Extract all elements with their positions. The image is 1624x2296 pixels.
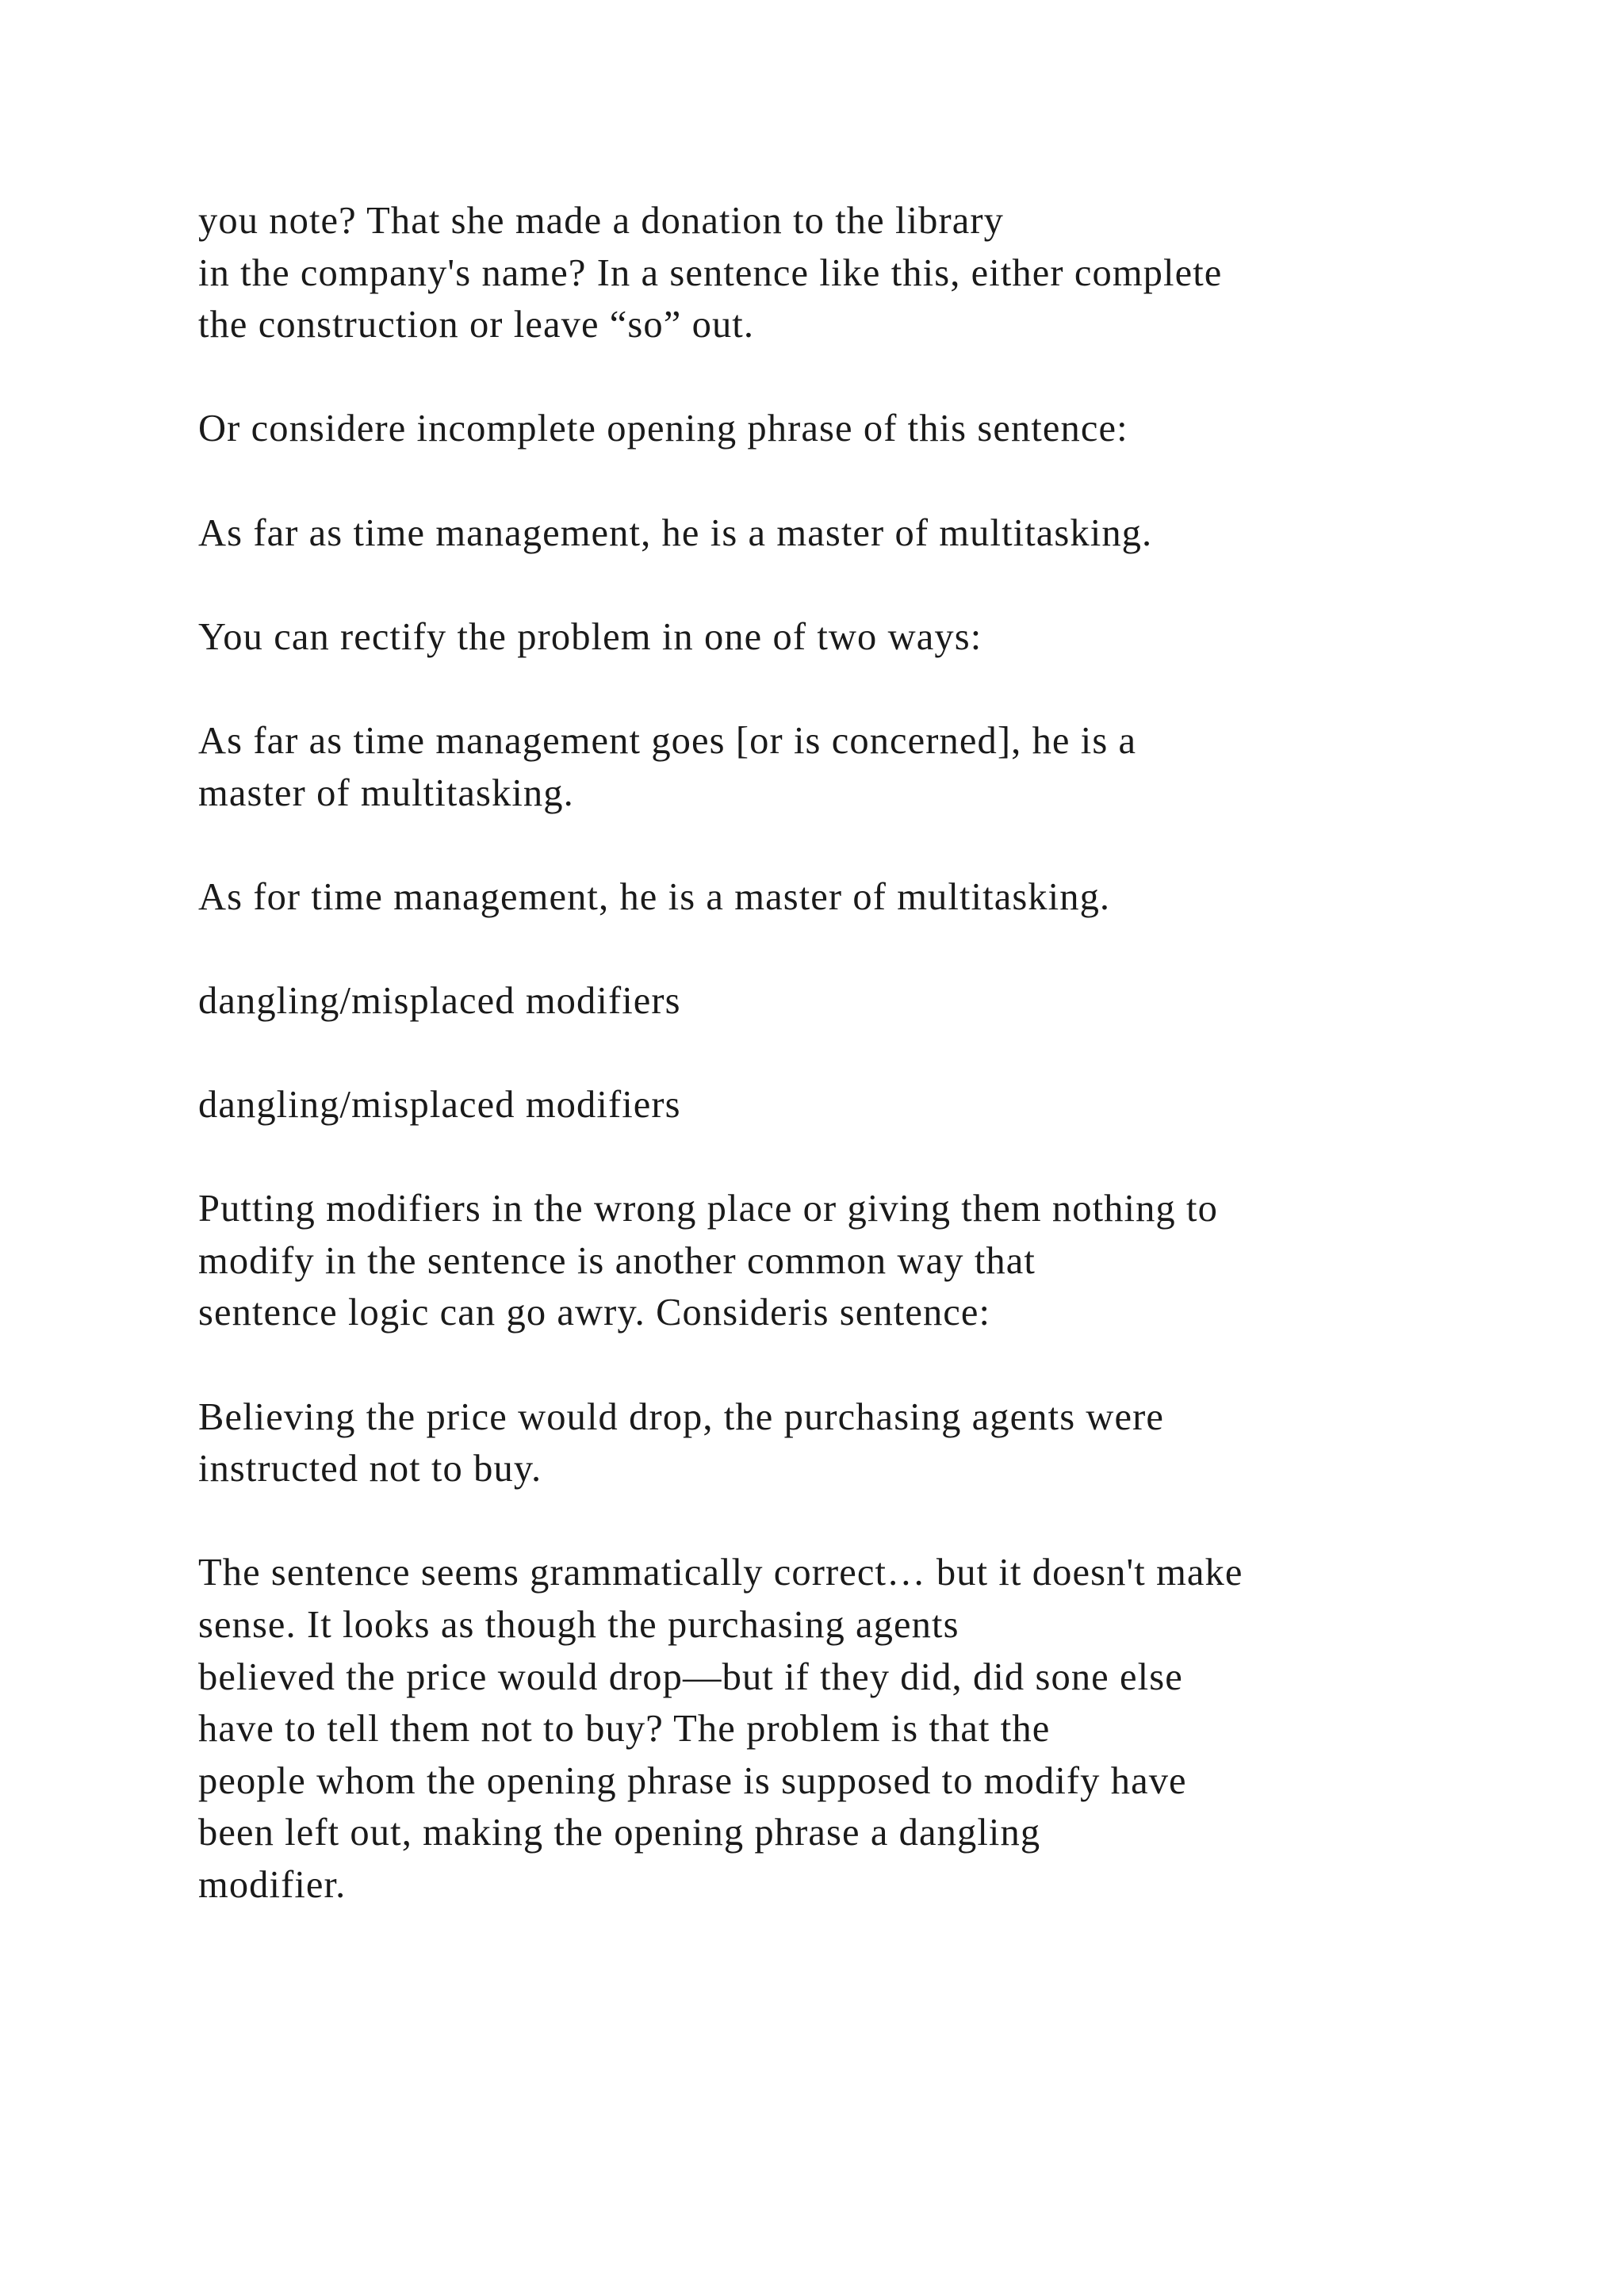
text-line: Believing the price would drop, the purchasing agents were [198,1395,1165,1438]
blank-line [198,1495,1546,1548]
section-heading: dangling/misplaced modifiers [198,979,681,1022]
text-line: people whom the opening phrase is supposed to modify have [198,1759,1187,1802]
blank-line [198,1339,1546,1391]
blank-line [198,1027,1546,1080]
section-heading: dangling/misplaced modifiers [198,1084,681,1127]
blank-line [198,819,1546,871]
text-line: instructed not to buy. [198,1448,542,1490]
blank-line [198,455,1546,507]
text-line: Putting modifiers in the wrong place or giving them nothing to [198,1188,1218,1230]
text-line: in the company's name? In a sentence like this, either complete [198,251,1223,294]
text-line: As far as time management, he is a master of multitasking. [198,511,1153,554]
text-line: modifier. [198,1864,347,1906]
text-line: you note? That she made a donation to the library [198,200,1004,242]
text-line: As far as time management goes [or is concerned], he is a [198,719,1137,762]
blank-line [198,559,1546,611]
text-line: modify in the sentence is another common way that [198,1239,1036,1282]
text-line: You can rectify the problem in one of two ways: [198,615,982,658]
text-line: The sentence seems grammatically correct… but it doesn't make [198,1552,1243,1594]
blank-line [198,923,1546,975]
text-line: Or considere incomplete opening phrase of this sentence: [198,408,1128,450]
text-line: sentence logic can go awry. Consideris sentence: [198,1292,991,1334]
text-line: have to tell them not to buy? The problem is that the [198,1708,1051,1751]
text-line: sense. It looks as though the purchasing agents [198,1604,959,1647]
text-line: been left out, making the opening phrase a dangling [198,1812,1041,1854]
text-line: the construction or leave “so” out. [198,304,755,346]
blank-line [198,1131,1546,1184]
document-body [198,195,1546,1911]
text-line: As for time management, he is a master of multitasking. [198,875,1111,918]
text-line: master of multitasking. [198,771,574,814]
blank-line [198,663,1546,715]
blank-line [198,351,1546,404]
text-line: believed the price would drop—but if they did, did sone else [198,1655,1183,1698]
